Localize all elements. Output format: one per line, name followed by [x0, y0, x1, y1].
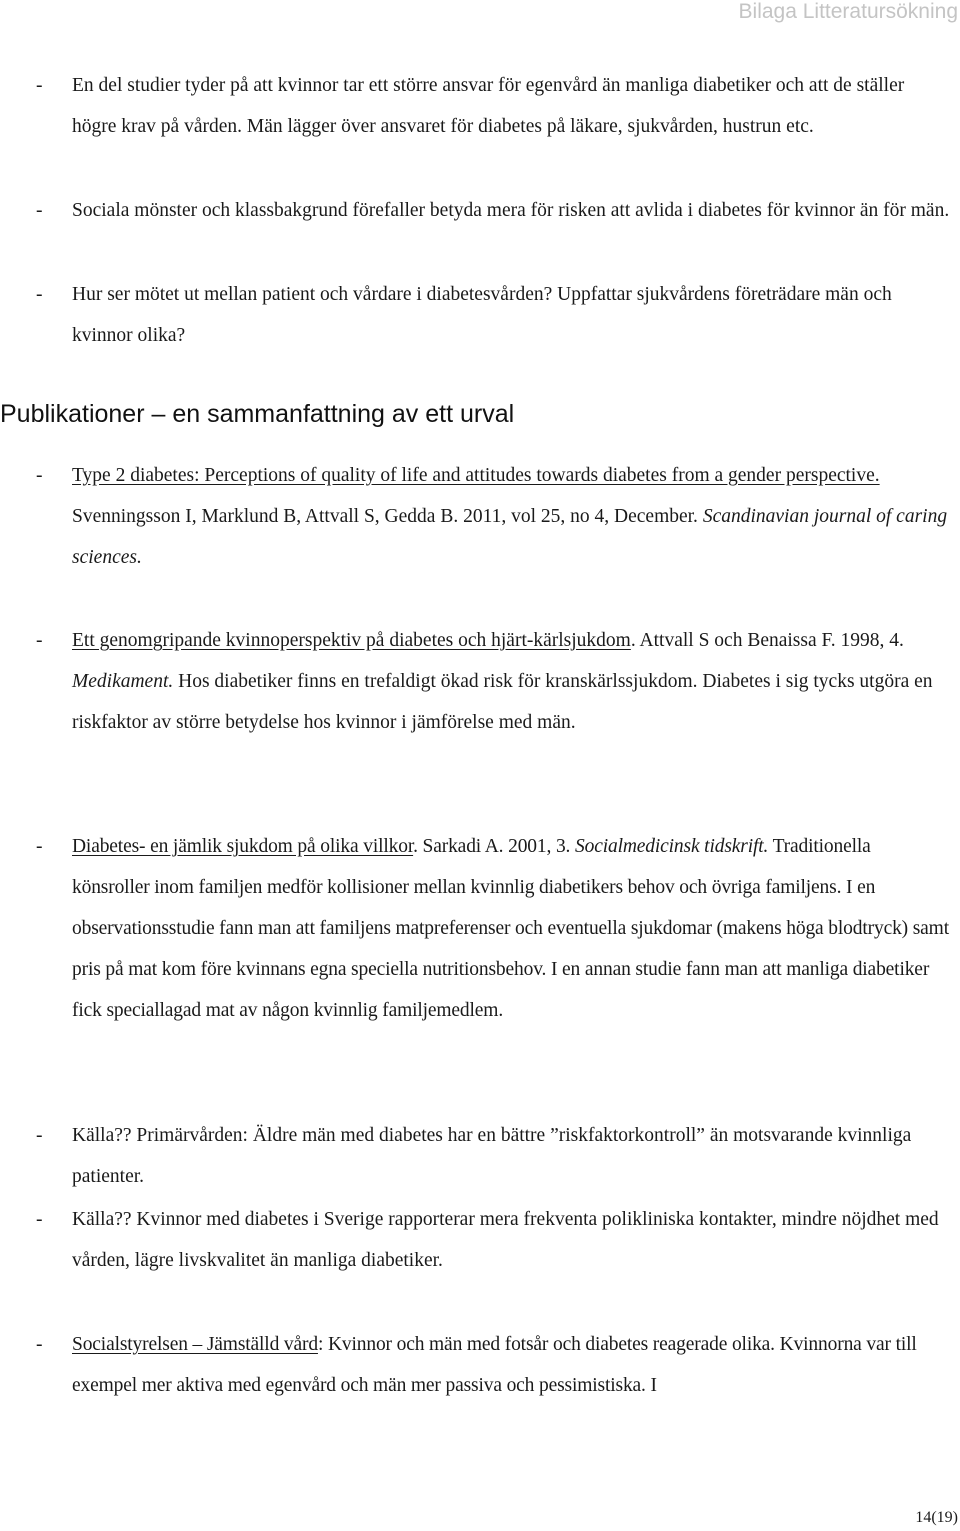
publication-text — [72, 826, 950, 1031]
publication-journal: Medikament. — [72, 671, 174, 692]
bullet-text: En del studier tyder på att kvinnor tar ett större ansvar för egenvård än manliga diabetiker och att de ställer högre krav på vården. Män lägger över ansvaret för diabetes på läkare, sjukvården, hustrun etc. — [72, 75, 905, 137]
bullet-item — [0, 65, 950, 147]
publication-authors: Svenningsson I, Marklund B, Attvall S, Gedda B. 2011, vol 25, no 4, December. — [72, 506, 703, 527]
page-number: 14(19) — [915, 1509, 958, 1526]
bullet-dash: - — [36, 1334, 43, 1355]
bullet-dash: - — [36, 836, 43, 857]
publication-entry — [0, 1115, 950, 1197]
publication-entry — [0, 620, 950, 743]
publication-summary: Traditionella könsroller inom familjen medför kollisioner mellan kvinnlig diabetikers behov och övriga familjens. I en observationsstudie fann man att familjens matpreferenser och eventuella sjukdomar (makens höga blodtryck) samt pris på mat kom före kvinnans egna speciella nutritionsbehov. I en annan studie fann man att manliga diabetiker fick speciallagad mat av någon kvinnlig familjemedlem. — [72, 836, 949, 1021]
publication-entry — [0, 1324, 950, 1406]
bullet-text: Sociala mönster och klassbakgrund förefaller betyda mera för risken att avlida i diabetes för kvinnor än för män. — [72, 200, 950, 221]
publication-authors: Källa?? Primärvården: Äldre män med diabetes har en bättre ”riskfaktorkontroll” än motsvarande kvinnliga patienter. — [72, 1125, 912, 1187]
publication-summary: Hos diabetiker finns en trefaldigt ökad risk för kranskärlssjukdom. Diabetes i sig tycks utgöra en riskfaktor av större betydelse hos kvinnor i jämförelse med män. — [72, 671, 933, 733]
publication-entry — [0, 826, 950, 1031]
publication-title-link[interactable]: Socialstyrelsen – Jämställd vård — [72, 1334, 318, 1355]
publication-title-link[interactable]: Ett genomgripande kvinnoperspektiv på diabetes och hjärt-kärlsjukdom — [72, 630, 631, 651]
publication-text — [72, 1115, 950, 1197]
bullet-dash: - — [36, 75, 43, 96]
publication-authors: Källa?? Kvinnor med diabetes i Sverige rapporterar mera frekventa polikliniska kontakter, mindre nöjdhet med vården, lägre livskvalitet än manliga diabetiker. — [72, 1209, 939, 1271]
publication-text — [72, 1199, 950, 1281]
bullet-item — [0, 274, 950, 356]
publication-text — [72, 1324, 950, 1406]
publication-entry — [0, 455, 950, 578]
publication-authors: . Attvall S och Benaissa F. 1998, 4. — [630, 630, 904, 651]
bullet-item — [0, 190, 950, 231]
bullet-text: Hur ser mötet ut mellan patient och vårdare i diabetesvården? Uppfattar sjukvårdens företrädare män och kvinnor olika? — [72, 284, 892, 346]
publication-authors: : Kvinnor och män med fotsår och diabetes reagerade olika. Kvinnorna var till exempel mer aktiva med egenvård och män mer passiva och pessimistiska. I — [72, 1334, 917, 1396]
publication-title-link[interactable]: Type 2 diabetes: Perceptions of quality of life and attitudes towards diabetes from a gender perspective. — [72, 465, 880, 486]
publication-title-link[interactable]: Diabetes- en jämlik sjukdom på olika villkor — [72, 836, 414, 857]
publication-text — [72, 620, 950, 743]
publication-journal: Socialmedicinsk tidskrift. — [575, 836, 769, 857]
publication-journal: Scandinavian journal of caring sciences. — [72, 506, 948, 568]
section-heading: Publikationer – en sammanfattning av ett urval — [0, 400, 515, 428]
publication-text — [72, 455, 950, 578]
bullet-dash: - — [36, 465, 43, 486]
bullet-dash: - — [36, 200, 43, 221]
bullet-dash: - — [36, 1209, 43, 1230]
bullet-dash: - — [36, 630, 43, 651]
publication-authors: . Sarkadi A. 2001, 3. — [413, 836, 575, 857]
bullet-dash: - — [36, 284, 43, 305]
document-header: Bilaga Litteratursökning — [738, 0, 958, 23]
publication-entry — [0, 1199, 950, 1281]
bullet-dash: - — [36, 1125, 43, 1146]
